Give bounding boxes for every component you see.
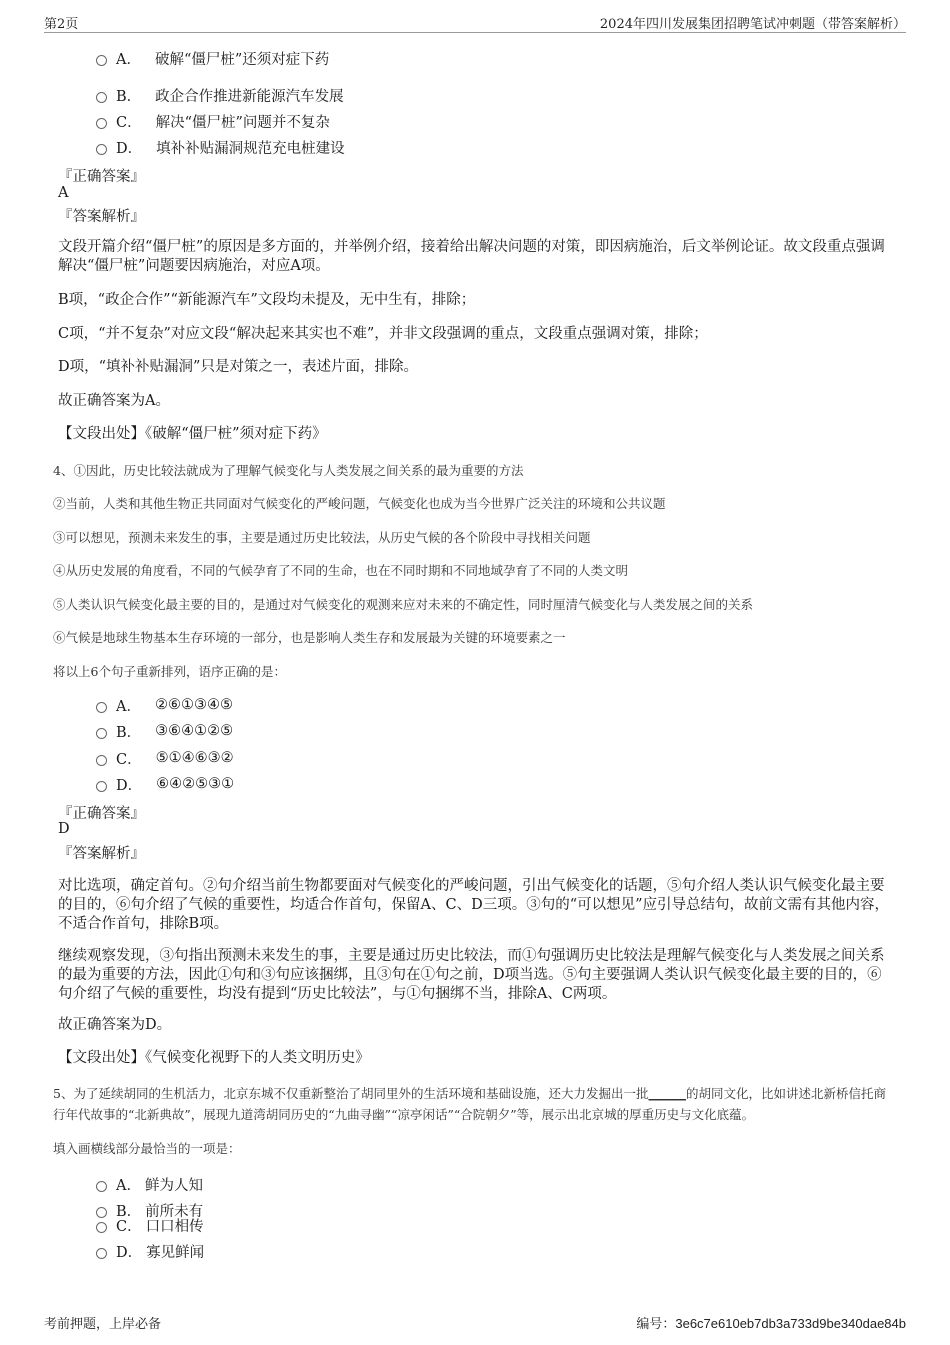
radio-icon[interactable] [96, 1248, 107, 1259]
q3-analysis-label: 『答案解析』 [58, 209, 145, 225]
q4-source: 【文段出处】《气候变化视野下的人类文明历史》 [58, 1050, 370, 1066]
q3-source: 【文段出处】《破解“僵尸桩”须对症下药》 [58, 426, 327, 442]
q5-option-b[interactable]: B． 前所未有 [96, 1200, 203, 1220]
radio-icon[interactable] [96, 118, 107, 129]
q3-analysis-paragraph: D项，“填补补贴漏洞”只是对策之一，表述片面，排除。 [58, 359, 418, 375]
header-divider [44, 32, 906, 33]
radio-icon[interactable] [96, 728, 107, 739]
document-title: 2024年四川发展集团招聘笔试冲刺题（带答案解析） [599, 17, 906, 32]
q4-answer-label: 『正确答案』 [58, 806, 145, 822]
radio-icon[interactable] [96, 92, 107, 103]
q3-analysis-paragraph: 故正确答案为A。 [58, 393, 170, 409]
page-number: 第2页 [44, 17, 79, 32]
q4-prompt: 将以上6个句子重新排列，语序正确的是： [53, 664, 286, 679]
q4-sentence: 4、①因此，历史比较法就成为了理解气候变化与人类发展之间关系的最为重要的方法 [53, 463, 524, 478]
q3-analysis-paragraph: C项，“并不复杂”对应文段“解决起来其实也不难”，并非文段强调的重点，文段重点强调对策，排除； [58, 326, 708, 342]
q4-option-a[interactable]: A． ②⑥①③④⑤ [96, 695, 233, 715]
q3-analysis-paragraph: 文段开篇介绍“僵尸桩”的原因是多方面的，并举例介绍，接着给出解决问题的对策，即因病施治，后文举例论证。故文段重点强调解决“僵尸桩”问题要因病施治，对应A项。 [58, 239, 885, 274]
radio-icon[interactable] [96, 55, 107, 66]
q5-blank: ______ [648, 1086, 686, 1101]
q5-option-c[interactable]: C． 口口相传 [96, 1215, 204, 1235]
q3-option-d[interactable]: D． 填补补贴漏洞规范充电桩建设 [96, 137, 345, 157]
radio-icon[interactable] [96, 702, 107, 713]
q4-sentence: ⑥气候是地球生物基本生存环境的一部分，也是影响人类生存和发展最为关键的环境要素之一 [53, 630, 566, 645]
radio-icon[interactable] [96, 1181, 107, 1192]
q3-option-c[interactable]: C． 解决“僵尸桩”问题并不复杂 [96, 111, 330, 131]
q3-answer-label: 『正确答案』 [58, 169, 145, 185]
q4-option-d[interactable]: D． ⑥④②⑤③① [96, 774, 234, 794]
q3-answer: A [58, 185, 69, 201]
q4-analysis-paragraph: 故正确答案为D。 [58, 1017, 172, 1033]
q4-sentence: ③可以想见，预测未来发生的事，主要是通过历史比较法，从历史气候的各个阶段中寻找相关问题 [53, 530, 591, 545]
radio-icon[interactable] [96, 755, 107, 766]
q5-stem: 5、为了延续胡同的生机活力，北京东城不仅重新整治了胡同里外的生活环境和基础设施，还大力发掘出一批______的胡同文化，比如讲述北新桥信托商行年代故事的“北新典故”，展现九道湾胡同历史的“九曲寻幽”“凉亭闲话”“合院朝夕”等，展示出北京城的厚重历史与文化底蕴。 [53, 1086, 886, 1122]
q4-option-c[interactable]: C． ⑤①④⑥③② [96, 748, 234, 768]
q4-sentence: ④从历史发展的角度看，不同的气候孕育了不同的生命，也在不同时期和不同地域孕育了不同的人类文明 [53, 563, 629, 578]
radio-icon[interactable] [96, 1222, 107, 1233]
q4-analysis-label: 『答案解析』 [58, 846, 145, 862]
footer-code: 编号：3e6c7e610eb7db3a733d9be340dae84b [636, 1316, 906, 1332]
q4-option-b[interactable]: B． ③⑥④①②⑤ [96, 721, 233, 741]
q4-sentence: ⑤人类认识气候变化最主要的目的，是通过对气候变化的观测来应对未来的不确定性，同时厘清气候变化与人类发展之间的关系 [53, 597, 754, 612]
q3-option-a[interactable]: A． 破解“僵尸桩”还须对症下药 [96, 48, 329, 68]
radio-icon[interactable] [96, 781, 107, 792]
q3-analysis-paragraph: B项，“政企合作”“新能源汽车”文段均未提及，无中生有，排除； [58, 292, 476, 308]
q5-prompt: 填入画横线部分最恰当的一项是： [53, 1141, 241, 1156]
footer-slogan: 考前押题，上岸必备 [44, 1317, 162, 1332]
q4-analysis-paragraph: 继续观察发现，③句指出预测未来发生的事，主要是通过历史比较法，而①句强调历史比较法是理解气候变化与人类发展之间关系的最为重要的方法，因此①句和③句应该捆绑，且③句在①句之前，D项当选。⑤句主要强调人类认识气候变化最主要的目的，⑥句介绍了气候的重要性，均没有提到“历史比较法”，与①句捆绑不当，排除A、C两项。 [58, 948, 885, 1002]
radio-icon[interactable] [96, 144, 107, 155]
q5-option-d[interactable]: D． 寡见鲜闻 [96, 1241, 204, 1261]
q4-analysis-paragraph: 对比选项，确定首句。②句介绍当前生物都要面对气候变化的严峻问题，引出气候变化的话题，⑤句介绍人类认识气候变化最主要的目的，⑥句介绍了气候的重要性，均适合作首句，保留A、C、D三项。③句的“可以想见”应引导总结句，故前文需有其他内容，不适合作首句，排除B项。 [58, 878, 890, 932]
q5-option-a[interactable]: A． 鲜为人知 [96, 1174, 203, 1194]
q4-answer: D [58, 821, 70, 837]
q4-sentence: ②当前，人类和其他生物正共同面对气候变化的严峻问题，气候变化也成为当今世界广泛关注的环境和公共议题 [53, 496, 666, 511]
q3-option-b[interactable]: B． 政企合作推进新能源汽车发展 [96, 85, 344, 105]
